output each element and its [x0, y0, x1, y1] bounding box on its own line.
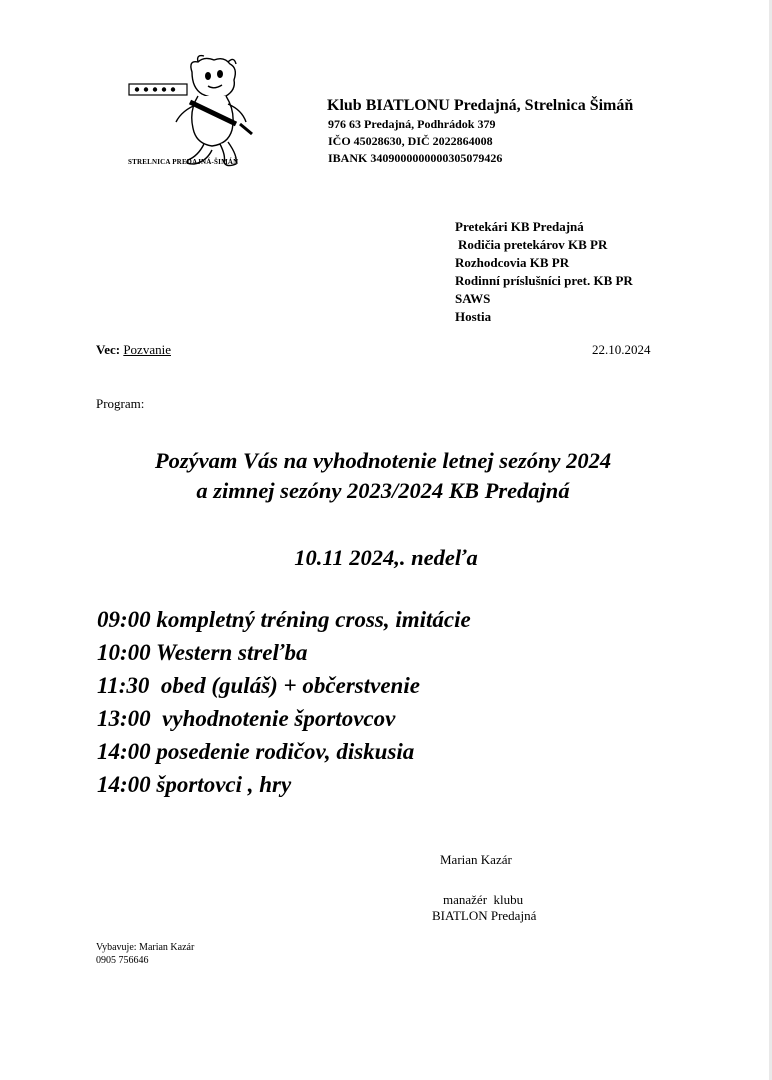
footer-phone: 0905 756646: [96, 955, 149, 966]
signature-name: Marian Kazár: [440, 852, 512, 867]
schedule-item: 09:00 kompletný tréning cross, imitácie: [97, 607, 471, 632]
recipient-line: SAWS: [455, 291, 491, 306]
signature-org: BIATLON Predajná: [432, 908, 537, 923]
footer-prepared-by: Vybavuje: Marian Kazár: [96, 942, 195, 953]
recipient-line: Rodinní príslušníci pret. KB PR: [455, 273, 633, 288]
program-label: Program:: [96, 396, 145, 411]
recipient-line: Pretekári KB Predajná: [455, 219, 584, 234]
schedule-item: 14:00 športovci , hry: [97, 772, 292, 797]
schedule-item: 10:00 Western streľba: [97, 640, 308, 665]
headline-line-1: Pozývam Vás na vyhodnotenie letnej sezóny 2024: [154, 448, 612, 473]
biathlon-bear-mascot-icon: [128, 52, 263, 172]
subject-value: Pozvanie: [123, 342, 171, 357]
logo-caption: STRELNICA PREDAJNÁ-ŠIMÁŇ: [128, 158, 239, 166]
recipient-line: Hostia: [455, 309, 492, 324]
headline-line-2: a zimnej sezóny 2023/2024 KB Predajná: [196, 478, 570, 503]
signature-role: manažér klubu: [443, 892, 524, 907]
subject-line: [96, 342, 171, 358]
event-date: 10.11 2024,. nedeľa: [294, 545, 478, 570]
subject-label: Vec:: [96, 342, 121, 357]
recipient-line: Rodičia pretekárov KB PR: [458, 237, 608, 252]
recipient-line: Rozhodcovia KB PR: [455, 255, 570, 270]
club-ids: IČO 45028630, DIČ 2022864008: [328, 134, 493, 148]
schedule-item: 14:00 posedenie rodičov, diskusia: [97, 739, 415, 764]
letter-date: 22.10.2024: [592, 342, 651, 357]
club-address: 976 63 Predajná, Podhrádok 379: [328, 117, 496, 131]
schedule-item: 13:00 vyhodnotenie športovcov: [97, 706, 396, 731]
schedule-item: 11:30 obed (guláš) + občerstvenie: [97, 673, 420, 698]
club-name: Klub BIATLONU Predajná, Strelnica Šimáň: [327, 97, 634, 114]
club-iban: IBANK 3409000000000305079426: [328, 151, 503, 165]
